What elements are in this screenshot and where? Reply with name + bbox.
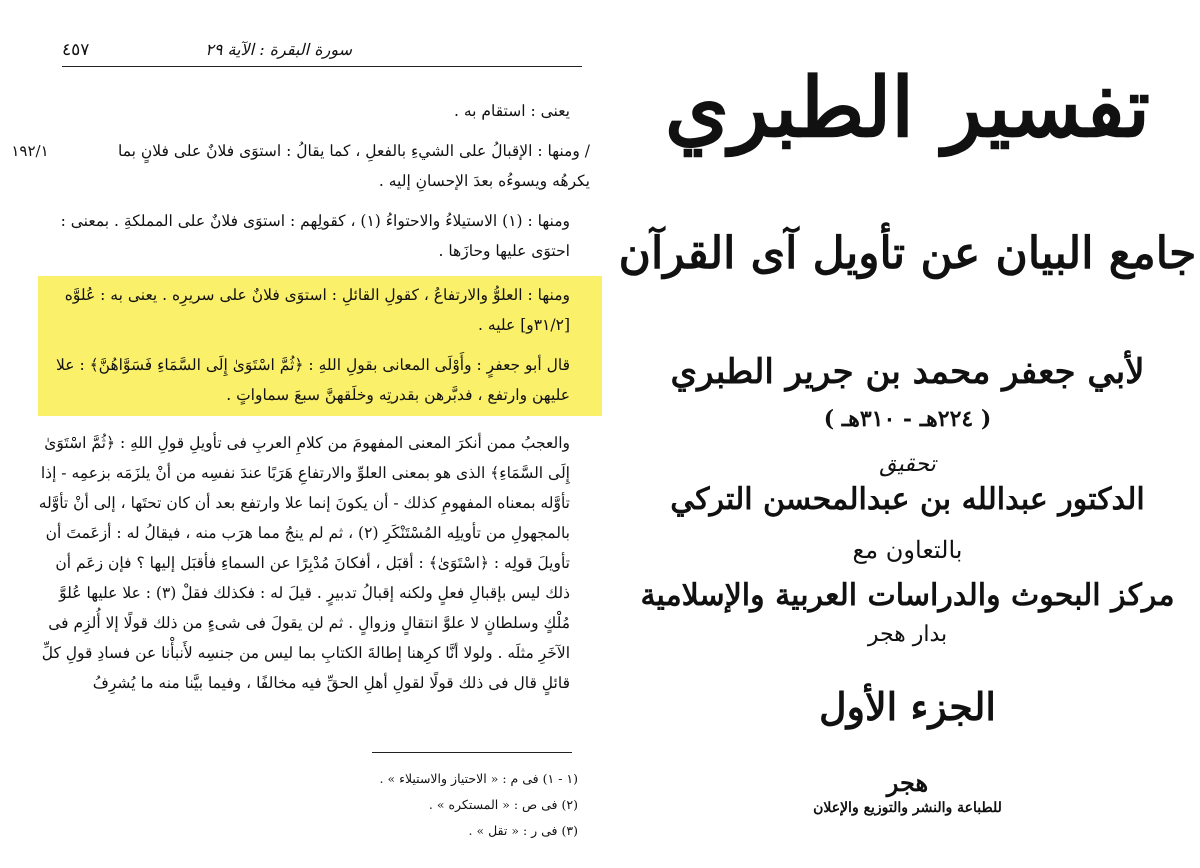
author: لأبي جعفر محمد بن جرير الطبري [670,352,1145,392]
author-dates: ( ٢٢٤هـ - ٣١٠هـ ) [823,406,992,432]
research-center: مركز البحوث والدراسات العربية والإسلامية [640,578,1175,613]
publisher-name: هجر [886,768,929,797]
page-header [62,40,582,67]
paragraph-1: يعنى : استقام به . [453,102,570,120]
footnote-2: (٢) فى ص : « المستكره » . [428,797,578,812]
volume-label: الجزء الأول [819,684,996,729]
margin-note: ١٩٢/١ [11,142,49,160]
highlighted-passage [38,276,602,416]
paragraph-6: والعجبُ ممن أنكرَ المعنى المفهومَ من كلامِ العربِ فى تأويلِ قولِ اللهِ : ﴿ثُمَّ اسْتَوَىٰ إِلَى السَّمَاءِ﴾ الذى هو بمعنى العلوِّ والارتفاعِ هَرَبًا عندَ نفسِه من أنْ يلزَمَه بزعمِه - إذا تأوَّله بمعناه المفهومِ كذلك - أن يكونَ إنما علا وارتفع بعد أن كان تحتَها ، إلى أنْ تأوَّله بالمجهولِ من تأويلِه المُسْتَنْكَرِ (٢) ، ثم لم ينجُ مما هرَب منه ، فيقالُ له : أزعَمتَ أن تأويلَ قولِه : ﴿اسْتَوَىٰ﴾ : أقبَل ، أفكانَ مُدْبِرًا عن السماءِ فأقبَل إليها ؟ فإن زعَم أن ذلك ليس بإقبالِ فعلٍ ولكنه إقبالُ تدبيرٍ . قيلَ له : فكذلك فقلْ (٣) : علا عليها عُلوَّ مُلْكٍ وسلطانٍ لا علوَّ انتقالٍ وزوالٍ . ثم لن يقولَ فى شىءٍ من ذلك قولًا إلا أُلزِم فى الآخَرِ مثلَه . ولولا أنَّا كرِهنا إطالةَ الكتابِ بما ليس من جنسِه لأَنبأْنا عن فسادِ قولِ كلِّ قائلٍ قال فى ذلك قولًا لقولِ أهلِ الحقِّ فيه مخالفًا ، وفيما بيَّنا منه ما يُشرِفُ [38,434,570,692]
paragraph-5: قال أبو جعفرٍ : وأَوْلَى المعانى بقولِ اللهِ : ﴿ثُمَّ اسْتَوَىٰ إِلَى السَّمَاءِ فَسَوَّاهُنَّ﴾ : علا عليهن وارتفع ، فدبَّرهن بقدرتِه وخلَقهنَّ سبعَ سماواتٍ . [56,356,570,404]
book-subtitle: جامع البيان عن تأويل آى القرآن [618,228,1197,279]
footnote-1: (١ - ١) فى م : « الاحتياز والاستيلاء » . [379,771,578,786]
page-number: ٤٥٧ [62,40,90,60]
title-page [615,0,1200,868]
running-title: سورة البقرة : الآية ٢٩ [205,40,352,59]
footnote-3: (٣) فى ر : « تقل » . [468,823,578,838]
paragraph-4: ومنها : العلوُّ والارتفاعُ ، كقولِ القائلِ : استوَى فلانٌ على سريرِه . يعنى به : عُلوَّه [٣١/٢و] عليه . [64,286,570,334]
footnote-divider [372,752,572,753]
tahqiq-label: تحقيق [879,452,936,477]
footnotes [200,766,578,844]
paragraph-2: / ومنها : الإقبالُ على الشيءِ بالفعلِ ، كما يقالُ : استوَى فلانٌ على فلانٍ بما يكرهُه ويسوءُه بعدَ الإحسانِ إليه . [118,142,590,190]
collaboration-label: بالتعاون مع [852,536,963,564]
body-text [30,96,590,700]
publisher-description: للطباعة والنشر والتوزيع والإعلان [813,800,1002,816]
dar-hajar: بدار هجر [867,622,948,647]
paragraph-3: ومنها : (١) الاستيلاءُ والاحتواءُ (١) ، كقولِهم : استوَى فلانٌ على المملكةِ . بمعنى : احتوَى عليها وحازَها . [60,212,570,260]
book-title: تفسير الطبري [664,60,1151,156]
editor: الدكتور عبدالله بن عبدالمحسن التركي [670,482,1145,517]
